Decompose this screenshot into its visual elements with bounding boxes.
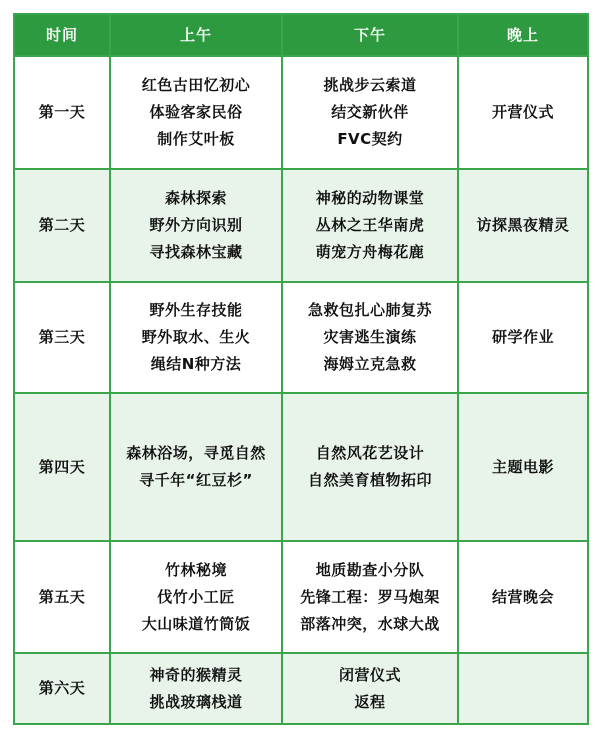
activity-text: 神秘的动物课堂: [315, 189, 425, 207]
activity-text: 急救包扎心肺复苏: [307, 301, 432, 319]
evening-cell: 开营仪式: [458, 56, 588, 169]
activity-text: 自然风花艺设计: [315, 444, 425, 462]
activity-text: 体验客家民俗: [149, 103, 243, 121]
activity-text: 先锋工程：罗马炮架: [300, 587, 440, 606]
morning-cell: [110, 653, 282, 724]
header-morning: 上午: [110, 14, 282, 56]
activity-text: 海姆立克急救: [323, 355, 417, 373]
evening-cell: 主题电影: [458, 393, 588, 541]
evening-cell: 研学作业: [458, 282, 588, 393]
morning-cell: [110, 169, 282, 282]
schedule-container: [13, 13, 587, 721]
activity-text: 萌宠方舟梅花鹿: [315, 243, 425, 261]
header-row: [14, 14, 588, 56]
afternoon-cell: [282, 282, 458, 393]
table-row: [14, 541, 588, 653]
morning-cell: [110, 541, 282, 653]
activity-text: 野外方向识别: [149, 216, 243, 234]
afternoon-cell: [282, 541, 458, 653]
evening-cell: [458, 653, 588, 724]
header-evening: 晚上: [458, 14, 588, 56]
header-time: 时间: [14, 14, 110, 56]
activity-text: 野外生存技能: [149, 301, 243, 319]
activity-text: 神奇的猴精灵: [149, 665, 243, 684]
activity-text: 红色古田忆初心: [141, 76, 251, 94]
table-row: [14, 393, 588, 541]
morning-cell: [110, 393, 282, 541]
activity-text: 返程: [354, 692, 386, 711]
schedule-table: [13, 13, 589, 725]
activity-text: 丛林之王华南虎: [315, 216, 425, 234]
day-label: 第四天: [14, 393, 110, 541]
afternoon-cell: [282, 653, 458, 724]
activity-text: 闭营仪式: [338, 665, 401, 684]
activity-text: 挑战步云索道: [323, 76, 417, 94]
activity-text: 挑战玻璃栈道: [149, 692, 243, 711]
activity-text: 结交新伙伴: [331, 103, 409, 121]
day-label: 第二天: [14, 169, 110, 282]
activity-text: FVC契约: [337, 130, 403, 148]
evening-cell: 结营晚会: [458, 541, 588, 653]
day-label: 第三天: [14, 282, 110, 393]
afternoon-cell: [282, 169, 458, 282]
table-row: [14, 56, 588, 169]
activity-text: 自然美育植物拓印: [307, 471, 432, 489]
activity-text: 森林探索: [164, 189, 227, 207]
table-row: [14, 169, 588, 282]
activity-text: 地质勘查小分队: [315, 560, 425, 579]
activity-text: 制作艾叶板: [157, 130, 235, 148]
day-label: 第六天: [14, 653, 110, 724]
day-label: 第五天: [14, 541, 110, 653]
table-row: [14, 653, 588, 724]
activity-text: 森林浴场，寻觅自然: [126, 444, 266, 462]
morning-cell: [110, 56, 282, 169]
activity-text: 部落冲突，水球大战: [300, 614, 440, 633]
morning-cell: [110, 282, 282, 393]
activity-text: 灾害逃生演练: [323, 328, 417, 346]
activity-text: 大山味道竹筒饭: [141, 614, 251, 633]
day-label: 第一天: [14, 56, 110, 169]
evening-cell: 访探黑夜精灵: [458, 169, 588, 282]
table-row: [14, 282, 588, 393]
activity-text: 寻找森林宝藏: [149, 243, 243, 261]
activity-text: 竹林秘境: [164, 560, 227, 579]
afternoon-cell: [282, 393, 458, 541]
activity-text: 寻千年“红豆杉”: [139, 471, 253, 489]
header-afternoon: 下午: [282, 14, 458, 56]
afternoon-cell: [282, 56, 458, 169]
activity-text: 绳结N种方法: [150, 355, 242, 373]
activity-text: 伐竹小工匠: [157, 587, 235, 606]
activity-text: 野外取水、生火: [141, 328, 251, 346]
